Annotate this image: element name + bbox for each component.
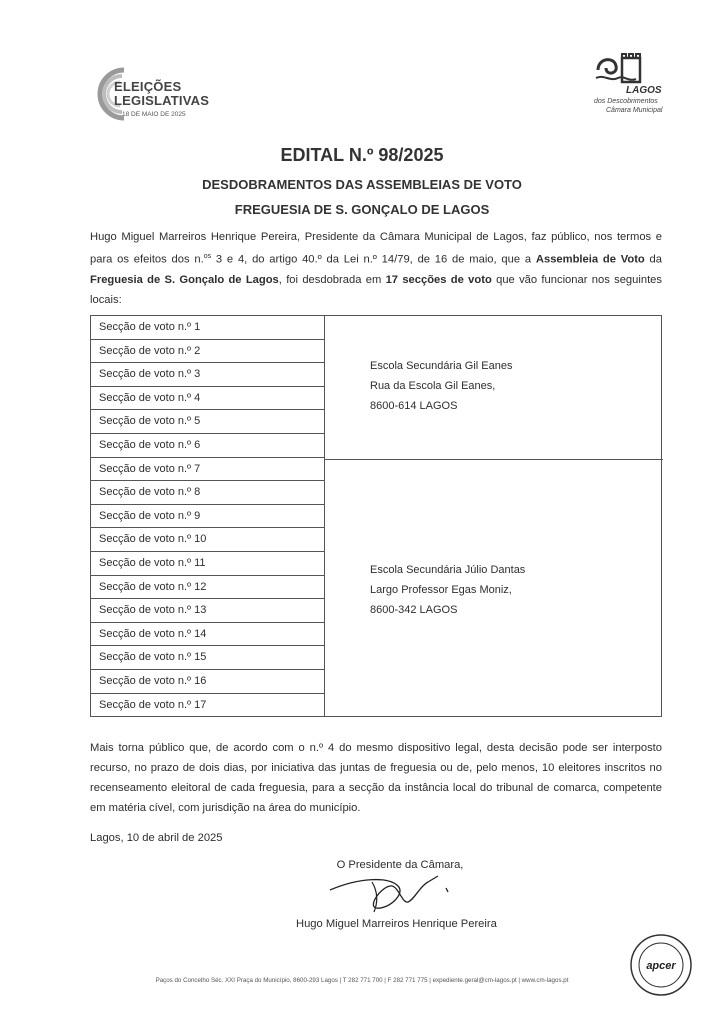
section-row: Secção de voto n.º 9: [91, 505, 324, 529]
section-row: Secção de voto n.º 13: [91, 599, 324, 623]
section-row: Secção de voto n.º 2: [91, 340, 324, 364]
section-row: Secção de voto n.º 10: [91, 528, 324, 552]
elections-logo-line1: ELEIÇÕES: [114, 79, 182, 94]
section-row: Secção de voto n.º 4: [91, 387, 324, 411]
place-date: Lagos, 10 de abril de 2025: [90, 832, 223, 844]
location-2-name: Escola Secundária Júlio Dantas: [370, 564, 526, 576]
group-separator: [324, 459, 663, 460]
footer-contacts: Paços do Concelho Séc. XXI Praça do Município, 8600-293 Lagos | T 282 771 700 | F 282 771 775 | expediente.geral@cm-lagos.pt | www.cm-lagos.pt: [155, 977, 569, 984]
section-row: Secção de voto n.º 1: [91, 316, 324, 340]
location-1-name: Escola Secundária Gil Eanes: [370, 360, 513, 372]
section-row: Secção de voto n.º 12: [91, 576, 324, 600]
elections-logo-date: 18 DE MAIO DE 2025: [122, 111, 186, 118]
lagos-logo-org: Câmara Municipal: [606, 107, 663, 114]
lagos-logo-name: LAGOS: [626, 85, 662, 96]
elections-logo-line2: LEGISLATIVAS: [114, 93, 210, 108]
document-subtitle: DESDOBRAMENTOS DAS ASSEMBLEIAS DE VOTO: [202, 177, 522, 192]
sections-table: [90, 315, 662, 717]
section-row: Secção de voto n.º 5: [91, 410, 324, 434]
section-row: Secção de voto n.º 8: [91, 481, 324, 505]
intro-text-1: Hugo Miguel Marreiros Henrique Pereira, Presidente da Câmara Municipal de Lagos, faz público, nos termos e para os efeitos dos n.: [90, 231, 662, 266]
section-row: Secção de voto n.º 7: [91, 458, 324, 482]
lagos-castle-icon: [592, 52, 648, 88]
municipality-logo: [592, 52, 680, 120]
document-parish: FREGUESIA DE S. GONÇALO DE LAGOS: [234, 202, 490, 217]
intro-bold-parish: Freguesia de S. Gonçalo de Lagos: [90, 273, 279, 286]
location-2-postal: 8600-342 LAGOS: [370, 604, 458, 616]
section-row: Secção de voto n.º 17: [99, 698, 207, 711]
signatory-name: Hugo Miguel Marreiros Henrique Pereira: [296, 918, 497, 930]
closing-paragraph: Mais torna público que, de acordo com o n.º 4 do mesmo dispositivo legal, desta decisão pode ser interposto recurso, no prazo de dois dias, por iniciativa das juntas de freguesia ou de, pelo menos, 10 eleitores inscritos no recenseamento eleitoral de cada freguesia, para a secção da instância local do tribunal de comarca, competente em matéria cível, com jurisdição na área do município.: [90, 742, 662, 814]
section-row: Secção de voto n.º 14: [91, 623, 324, 647]
intro-bold-sections: 17 secções de voto: [385, 273, 492, 286]
section-row: Secção de voto n.º 16: [91, 670, 324, 694]
lagos-logo-tagline: dos Descobrimentos: [594, 98, 658, 105]
intro-bold-assembly: Assembleia de Voto: [535, 253, 645, 266]
section-row: Secção de voto n.º 11: [91, 552, 324, 576]
location-1-street: Rua da Escola Gil Eanes,: [370, 380, 496, 392]
section-row: Secção de voto n.º 3: [91, 363, 324, 387]
stamp-text: apcer: [646, 960, 676, 972]
intro-text-3: da: [644, 253, 663, 266]
intro-text-2: 3 e 4, do artigo 40.º da Lei n.º 14/79, de 16 de maio, que a: [211, 253, 536, 266]
location-2-street: Largo Professor Egas Moniz,: [370, 584, 512, 596]
certification-stamp: [628, 932, 694, 998]
signatory-title: O Presidente da Câmara,: [336, 859, 464, 871]
location-1: [370, 356, 512, 416]
intro-superscript: os: [203, 253, 212, 260]
intro-text-4: , foi desdobrada em: [278, 273, 386, 286]
section-row: Secção de voto n.º 6: [91, 434, 324, 458]
intro-text-5: que vão funcionar nos seguintes locais:: [90, 273, 662, 306]
sections-column: [91, 316, 325, 716]
intro-paragraph: [90, 227, 662, 310]
elections-logo: [88, 62, 218, 126]
document-title: EDITAL N.º 98/2025: [280, 145, 444, 165]
section-row: Secção de voto n.º 15: [91, 646, 324, 670]
location-2: [370, 560, 525, 620]
handwritten-signature: [328, 868, 468, 918]
location-1-postal: 8600-614 LAGOS: [370, 400, 458, 412]
